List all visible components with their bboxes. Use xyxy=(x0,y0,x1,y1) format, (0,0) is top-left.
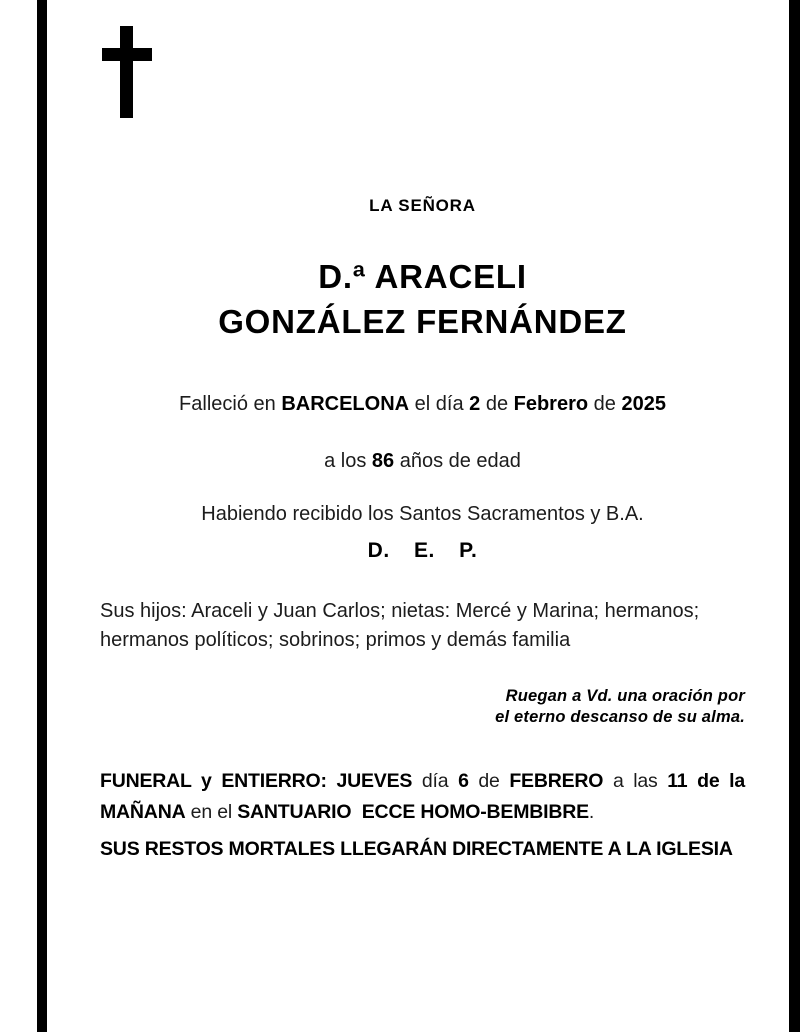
funeral-time-of-day: MAÑANA xyxy=(100,801,186,823)
death-text: de xyxy=(588,393,622,415)
funeral-hour: 11 de la xyxy=(667,770,745,792)
death-city: BARCELONA xyxy=(281,393,410,415)
family-line2: hermanos políticos; sobrinos; primos y demás familia xyxy=(100,628,571,651)
deceased-name-line1: D.ª ARACELI xyxy=(318,258,527,295)
funeral-announcement xyxy=(100,766,745,828)
left-border-rule xyxy=(37,0,47,1032)
mortal-remains-statement: SUS RESTOS MORTALES LLEGARÁN DIRECTAMENTE A LA IGLESIA xyxy=(100,838,733,860)
death-year: 2025 xyxy=(621,393,666,415)
funeral-text: de xyxy=(468,770,510,792)
family-line1: Sus hijos: Araceli y Juan Carlos; nietas: Mercé y Marina; hermanos; xyxy=(100,600,700,622)
funeral-day: 6 xyxy=(458,770,469,792)
funeral-text: . xyxy=(588,801,595,823)
sacraments-statement: Habiendo recibido los Santos Sacramentos y B.A. xyxy=(201,503,644,525)
age-text: a los xyxy=(324,450,372,472)
family-statement xyxy=(100,597,745,654)
death-text: Falleció en xyxy=(179,393,282,415)
cross-vertical-bar xyxy=(120,26,133,118)
prayer-request xyxy=(100,686,745,727)
death-month: Febrero xyxy=(513,393,589,415)
right-border-rule xyxy=(789,0,800,1032)
funeral-line2 xyxy=(100,797,745,828)
age-statement xyxy=(100,448,745,474)
prayer-line2: el eterno descanso de su alma. xyxy=(495,707,745,726)
death-text: de xyxy=(480,393,514,415)
honorific-label: LA SEÑORA xyxy=(369,196,476,215)
dep-abbreviation: D. E. P. xyxy=(367,539,478,562)
deceased-name-line2: GONZÁLEZ FERNÁNDEZ xyxy=(218,303,627,340)
age-text: años de edad xyxy=(394,450,521,472)
age-value: 86 xyxy=(371,450,395,472)
death-text: el día xyxy=(409,393,470,415)
funeral-text: en el xyxy=(185,801,238,823)
death-day: 2 xyxy=(469,393,481,415)
funeral-venue: SANTUARIO ECCE HOMO-BEMBIBRE xyxy=(237,801,589,823)
deceased-name xyxy=(100,254,745,344)
funeral-event: FUNERAL y ENTIERRO: JUEVES xyxy=(100,770,413,792)
funeral-text: a las xyxy=(603,770,668,792)
funeral-line1 xyxy=(100,766,745,797)
funeral-month: FEBRERO xyxy=(509,770,604,792)
death-statement xyxy=(100,391,745,417)
funeral-text: día xyxy=(412,770,459,792)
cross-icon xyxy=(100,26,154,118)
prayer-line1: Ruegan a Vd. una oración por xyxy=(505,687,745,705)
cross-horizontal-bar xyxy=(102,48,152,61)
